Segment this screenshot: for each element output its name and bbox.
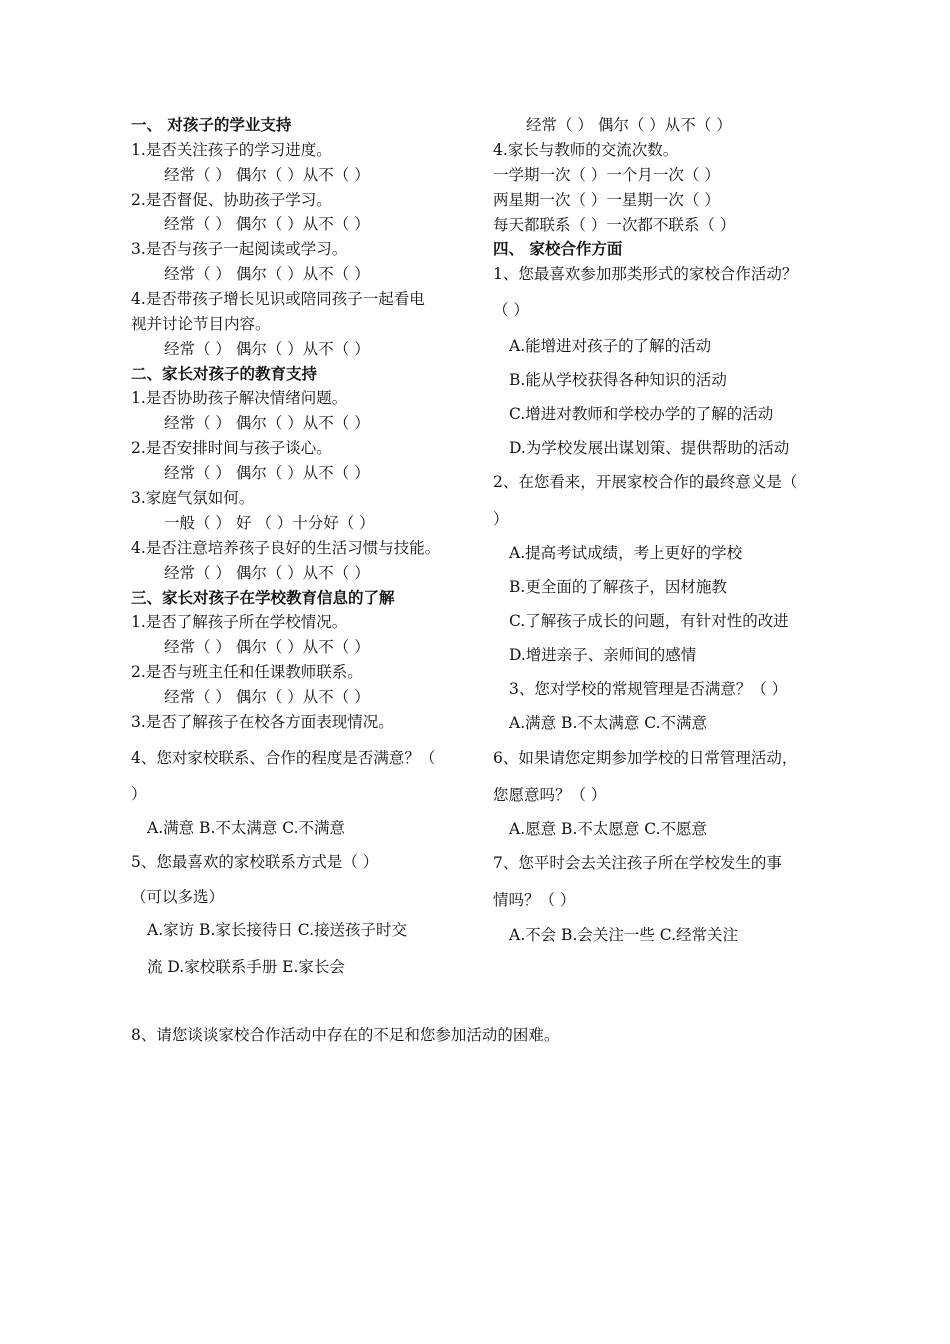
- left-text-line: 3.是否与孩子一起阅读或学习。: [131, 240, 348, 258]
- left-text-line: 经常（ ） 偶尔（ ）从不（ ）: [164, 688, 370, 706]
- right-text-line: 3、您对学校的常规管理是否满意？（ ）: [509, 680, 788, 698]
- right-text-line: 2、在您看来，开展家校合作的最终意义是（: [493, 473, 798, 491]
- right-text-line: 7、您平时会去关注孩子所在学校发生的事: [493, 854, 782, 872]
- right-text-line: D.增进亲子、亲师间的感情: [509, 646, 697, 664]
- left-text-line: 4.是否注意培养孩子良好的生活习惯与技能。: [131, 539, 441, 557]
- left-text-line: A.满意 B.不太满意 C.不满意: [147, 819, 346, 837]
- left-text-line: 经常（ ） 偶尔（ ）从不（ ）: [164, 638, 370, 656]
- right-text-line: C.了解孩子成长的问题，有针对性的改进: [509, 612, 789, 630]
- left-section-heading: 三、家长对孩子在学校教育信息的了解: [131, 589, 395, 607]
- left-text-line: ）: [131, 785, 147, 803]
- right-text-line: ）: [493, 510, 509, 528]
- left-text-line: 经常（ ） 偶尔（ ）从不（ ）: [164, 265, 370, 283]
- right-section-heading: 四、 家校合作方面: [493, 240, 623, 258]
- right-text-line: 经常（ ） 偶尔（ ）从不（ ）: [526, 116, 732, 134]
- right-text-line: A.能增进对孩子的了解的活动: [509, 337, 712, 355]
- right-text-line: 您愿意吗？（ ）: [493, 786, 607, 804]
- left-text-line: 4、您对家校联系、合作的程度是否满意？（: [131, 749, 436, 767]
- left-section-heading: 二、家长对孩子的教育支持: [131, 365, 318, 383]
- left-text-line: 3.是否了解孩子在校各方面表现情况。: [131, 713, 394, 731]
- left-text-line: 1.是否了解孩子所在学校情况。: [131, 613, 348, 631]
- left-text-line: 4.是否带孩子增长见识或陪同孩子一起看电: [131, 290, 425, 308]
- left-text-line: 2.是否安排时间与孩子谈心。: [131, 439, 332, 457]
- left-text-line: 经常（ ） 偶尔（ ）从不（ ）: [164, 564, 370, 582]
- right-text-line: A.愿意 B.不太愿意 C.不愿意: [509, 820, 708, 838]
- right-text-line: A.满意 B.不太满意 C.不满意: [509, 714, 708, 732]
- right-text-line: A.提高考试成绩，考上更好的学校: [509, 544, 743, 562]
- left-text-line: 经常（ ） 偶尔（ ）从不（ ）: [164, 215, 370, 233]
- right-text-line: 6、如果请您定期参加学校的日常管理活动，: [493, 749, 798, 767]
- right-text-line: D.为学校发展出谋划策、提供帮助的活动: [509, 439, 790, 457]
- left-text-line: 流 D.家校联系手册 E.家长会: [147, 958, 345, 976]
- right-text-line: 两星期一次（ ）一星期一次（ ）: [493, 191, 720, 209]
- left-section-heading: 一、 对孩子的学业支持: [131, 116, 292, 134]
- left-text-line: 3.家庭气氛如何。: [131, 489, 255, 507]
- left-text-line: 1.是否协助孩子解决情绪问题。: [131, 389, 348, 407]
- right-text-line: C.增进对教师和学校办学的了解的活动: [509, 405, 774, 423]
- left-text-line: 视并讨论节目内容。: [131, 315, 271, 333]
- left-text-line: 一般（ ） 好 （ ）十分好（ ）: [164, 514, 375, 532]
- right-text-line: A.不会 B.会关注一些 C.经常关注: [509, 926, 739, 944]
- right-text-line: 1、您最喜欢参加那类形式的家校合作活动？: [493, 265, 798, 283]
- left-text-line: 经常（ ） 偶尔（ ）从不（ ）: [164, 166, 370, 184]
- left-text-line: 2.是否督促、协助孩子学习。: [131, 191, 332, 209]
- right-text-line: 情吗？（ ）: [493, 891, 576, 909]
- left-text-line: A.家访 B.家长接待日 C.接送孩子时交: [147, 921, 408, 939]
- right-text-line: （ ）: [493, 301, 529, 319]
- left-text-line: 经常（ ） 偶尔（ ）从不（ ）: [164, 464, 370, 482]
- left-text-line: 2.是否与班主任和任课教师联系。: [131, 663, 363, 681]
- right-text-line: 4.家长与教师的交流次数。: [493, 141, 679, 159]
- right-text-line: 每天都联系（ ）一次都不联系（ ）: [493, 216, 736, 234]
- left-text-line: 经常（ ） 偶尔（ ）从不（ ）: [164, 340, 370, 358]
- left-text-line: 经常（ ） 偶尔（ ）从不（ ）: [164, 414, 370, 432]
- footer-question: 8、请您谈谈家校合作活动中存在的不足和您参加活动的困难。: [131, 1026, 560, 1044]
- left-text-line: （可以多选）: [131, 888, 225, 906]
- left-text-line: 5、您最喜欢的家校联系方式是（ ）: [131, 853, 379, 871]
- right-text-line: B.更全面的了解孩子，因材施教: [509, 578, 727, 596]
- right-text-line: B.能从学校获得各种知识的活动: [509, 371, 727, 389]
- right-text-line: 一学期一次（ ）一个月一次（ ）: [493, 166, 720, 184]
- left-text-line: 1.是否关注孩子的学习进度。: [131, 141, 332, 159]
